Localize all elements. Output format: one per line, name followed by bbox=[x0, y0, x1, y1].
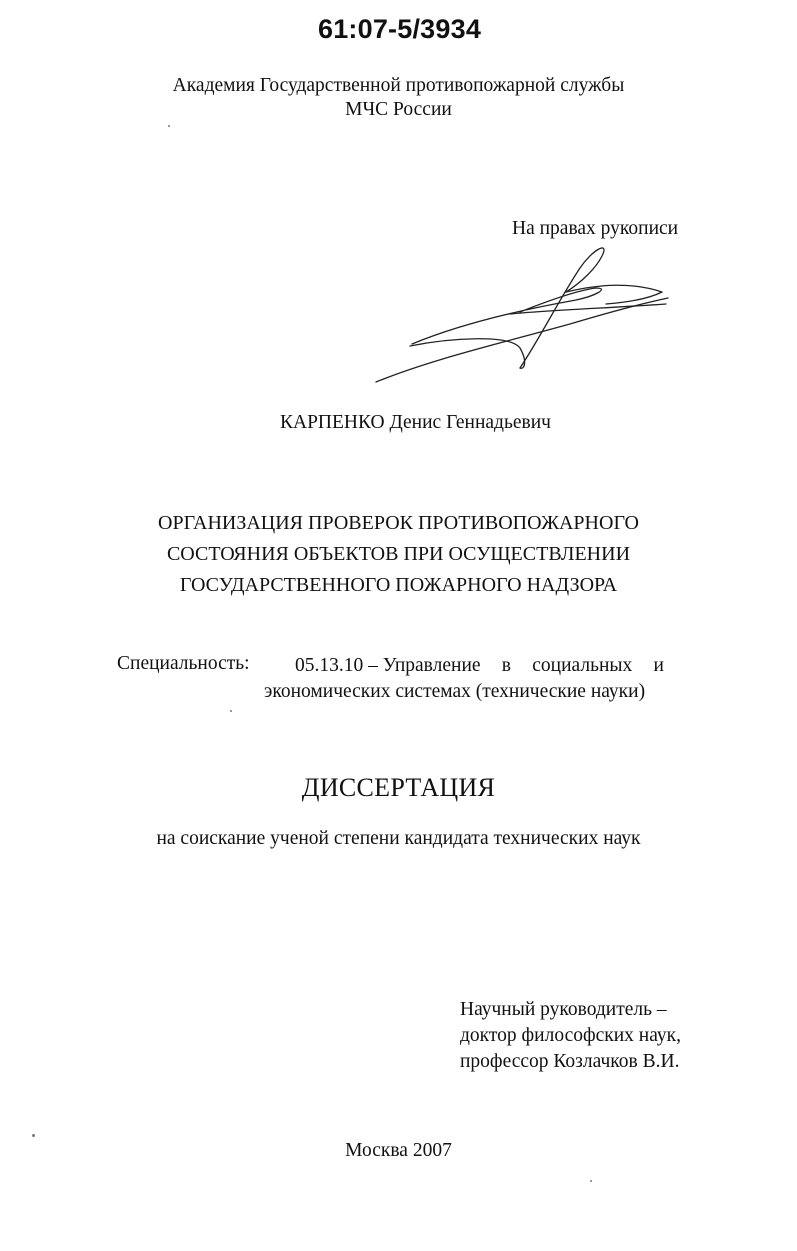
degree-statement: на соискание ученой степени кандидата технических наук bbox=[156, 828, 641, 849]
institution-line-1: Академия Государственной противопожарной службы bbox=[172, 75, 625, 96]
title-line-1: ОРГАНИЗАЦИЯ ПРОВЕРОК ПРОТИВОПОЖАРНОГО bbox=[158, 512, 639, 534]
scan-speck bbox=[590, 1180, 592, 1182]
title-line-2: СОСТОЯНИЯ ОБЪЕКТОВ ПРИ ОСУЩЕСТВЛЕНИИ bbox=[166, 543, 631, 565]
supervisor-block bbox=[460, 997, 681, 1075]
scan-speck bbox=[32, 1134, 35, 1137]
supervisor-line-3: профессор Козлачков В.И. bbox=[460, 1051, 680, 1072]
document-type: ДИССЕРТАЦИЯ bbox=[301, 773, 496, 802]
institution bbox=[0, 74, 797, 122]
specialty-line-2: экономических системах (технические науки) bbox=[264, 681, 646, 702]
supervisor-line-1: Научный руководитель – bbox=[460, 999, 667, 1020]
institution-line-2: МЧС России bbox=[345, 99, 452, 120]
specialty-word-social: социальных bbox=[532, 655, 633, 676]
title-line-3: ГОСУДАРСТВЕННОГО ПОЖАРНОГО НАДЗОРА bbox=[179, 574, 618, 596]
city-year: Москва 2007 bbox=[345, 1140, 452, 1161]
catalog-number: 61:07-5/3934 bbox=[318, 14, 482, 44]
specialty-code: 05.13.10 – Управление bbox=[295, 655, 481, 676]
author-name: КАРПЕНКО Денис Геннадьевич bbox=[280, 412, 551, 433]
signature-icon bbox=[370, 238, 670, 388]
specialty-word-and: и bbox=[653, 655, 664, 676]
specialty-word-in: в bbox=[501, 655, 512, 676]
supervisor-line-2: доктор философских наук, bbox=[460, 1025, 681, 1046]
scan-speck bbox=[230, 710, 232, 712]
specialty-value bbox=[264, 653, 664, 705]
specialty-line-1 bbox=[264, 653, 664, 679]
specialty-label: Специальность: bbox=[117, 653, 250, 674]
dissertation-title bbox=[0, 508, 797, 601]
rights-note: На правах рукописи bbox=[512, 218, 679, 239]
scan-speck bbox=[168, 125, 170, 127]
